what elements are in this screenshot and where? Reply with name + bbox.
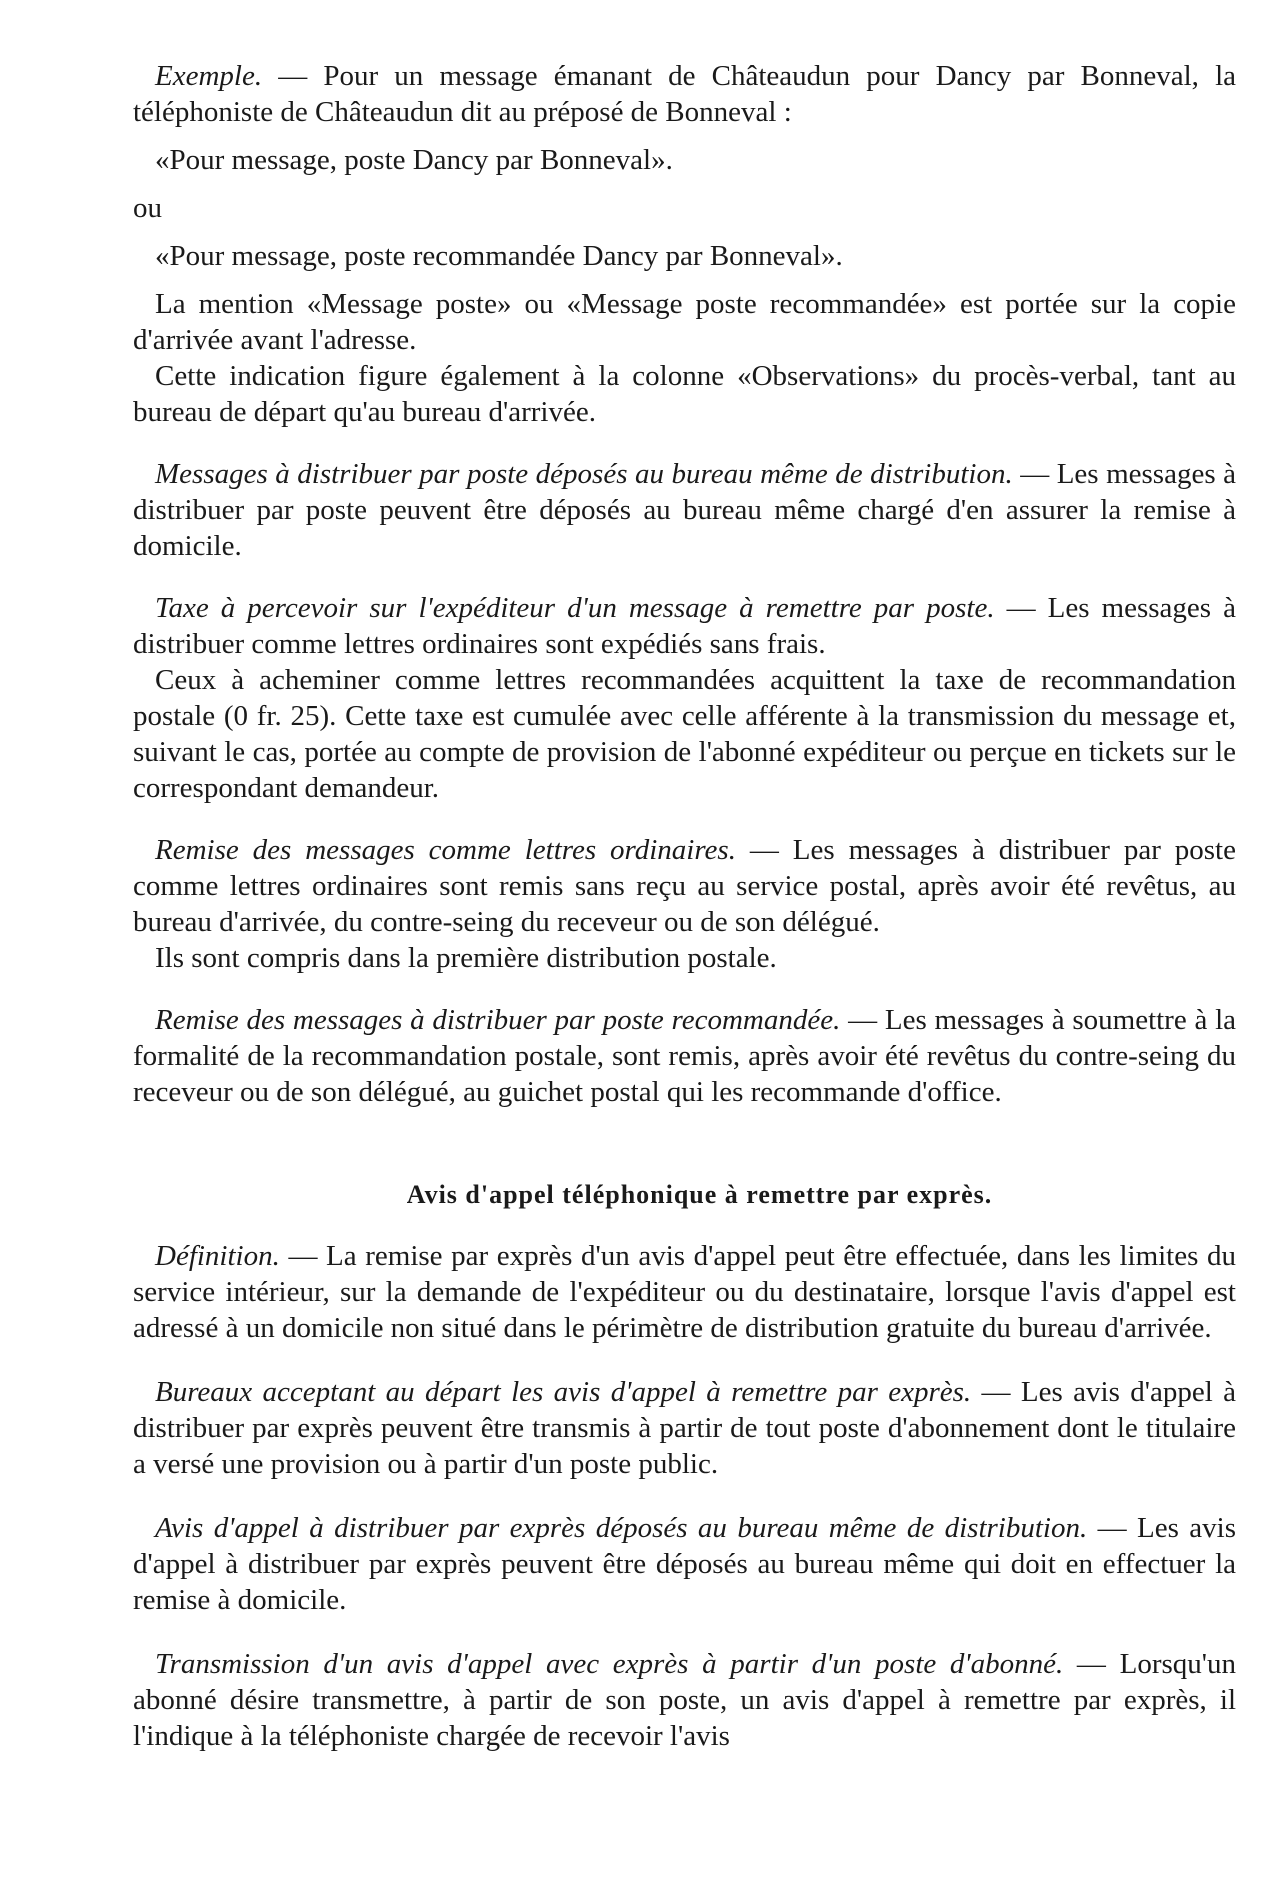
quote-line: «Pour message, poste Dancy par Bonneval». xyxy=(155,144,673,176)
paragraph-distribution: Ils sont compris dans la première distribution postale. xyxy=(155,942,777,974)
paragraph-title: Exemple. xyxy=(155,60,263,92)
paragraph-exemple xyxy=(133,58,1236,130)
paragraph-title: Taxe à percevoir sur l'expéditeur d'un message à remettre par poste. xyxy=(155,592,995,624)
quote-line: «Pour message, poste recommandée Dancy par Bonneval». xyxy=(155,240,843,272)
paragraph-bureaux xyxy=(133,1374,1236,1482)
paragraph-body: — Les messages à soumettre à la formalité de la recommandation postale, sont remis, après avoir été revêtus du contre-seing du receveur ou de son délégué, au guichet postal qui les recommande d'office. xyxy=(133,1004,1236,1108)
paragraph-body: — Les avis d'appel à distribuer par exprès peuvent être transmis à partir de tout poste d'abonnement dont le titulaire a versé une provision ou à partir d'un poste public. xyxy=(133,1376,1236,1480)
paragraph-body: — Les messages à distribuer par poste peuvent être déposés au bureau même chargé d'en assurer la remise à domicile. xyxy=(133,458,1236,562)
paragraph-body: — Pour un message émanant de Châteaudun pour Dancy par Bonneval, la téléphoniste de Châteaudun dit au préposé de Bonneval : xyxy=(133,60,1236,128)
paragraph-transmission xyxy=(133,1646,1236,1754)
paragraph-title: Transmission d'un avis d'appel avec exprès à partir d'un poste d'abonné. xyxy=(155,1648,1064,1680)
paragraph-title: Définition. xyxy=(155,1240,280,1272)
paragraph-definition xyxy=(133,1238,1236,1346)
paragraph-title: Remise des messages à distribuer par poste recommandée. xyxy=(155,1004,841,1036)
paragraph-title: Remise des messages comme lettres ordinaires. xyxy=(155,834,736,866)
paragraph-body: — Les avis d'appel à distribuer par exprès peuvent être déposés au bureau même qui doit en effectuer la remise à domicile. xyxy=(133,1512,1236,1616)
paragraph-avis-deposes xyxy=(133,1510,1236,1618)
paragraph-title: Messages à distribuer par poste déposés au bureau même de distribution. xyxy=(155,458,1013,490)
paragraph-body: — La remise par exprès d'un avis d'appel peut être effectuée, dans les limites du service intérieur, sur la demande de l'expéditeur ou du destinataire, lorsque l'avis d'appel est adressé à un domicile non situé dans le périmètre de distribution gratuite du bureau d'arrivée. xyxy=(133,1240,1236,1344)
paragraph-indication: Cette indication figure également à la colonne «Observations» du procès-verbal, tant au bureau de départ qu'au bureau d'arrivée. xyxy=(133,360,1236,428)
connector-ou: ou xyxy=(133,192,162,224)
paragraph-remise-recommandee xyxy=(133,1002,1236,1110)
paragraph-body: — Les messages à distribuer par poste comme lettres ordinaires sont remis sans reçu au service postal, après avoir été revêtus, au bureau d'arrivée, du contre-seing du receveur ou de son délégué. xyxy=(133,834,1236,938)
paragraph-title: Avis d'appel à distribuer par exprès déposés au bureau même de distribution. xyxy=(155,1512,1088,1544)
paragraph-body: — Lorsqu'un abonné désire transmettre, à partir de son poste, un avis d'appel à remettre par exprès, il l'indique à la téléphoniste chargée de recevoir l'avis xyxy=(133,1648,1236,1752)
paragraph-recommandees: Ceux à acheminer comme lettres recommandées acquittent la taxe de recommandation postale (0 fr. 25). Cette taxe est cumulée avec celle afférente à la transmission du message et, suivant le cas, portée au compte de provision de l'abonné expéditeur ou perçue en tickets sur le correspondant demandeur. xyxy=(133,664,1236,804)
paragraph-remise-ordinaires xyxy=(133,832,1236,940)
paragraph-taxe xyxy=(133,590,1236,662)
paragraph-mention: La mention «Message poste» ou «Message poste recommandée» est portée sur la copie d'arrivée avant l'adresse. xyxy=(133,288,1236,356)
section-heading: Avis d'appel téléphonique à remettre par exprès. xyxy=(406,1180,993,1209)
paragraph-title: Bureaux acceptant au départ les avis d'appel à remettre par exprès. xyxy=(155,1376,972,1408)
paragraph-messages-deposes xyxy=(133,456,1236,564)
paragraph-body: — Les messages à distribuer comme lettres ordinaires sont expédiés sans frais. xyxy=(133,592,1236,660)
